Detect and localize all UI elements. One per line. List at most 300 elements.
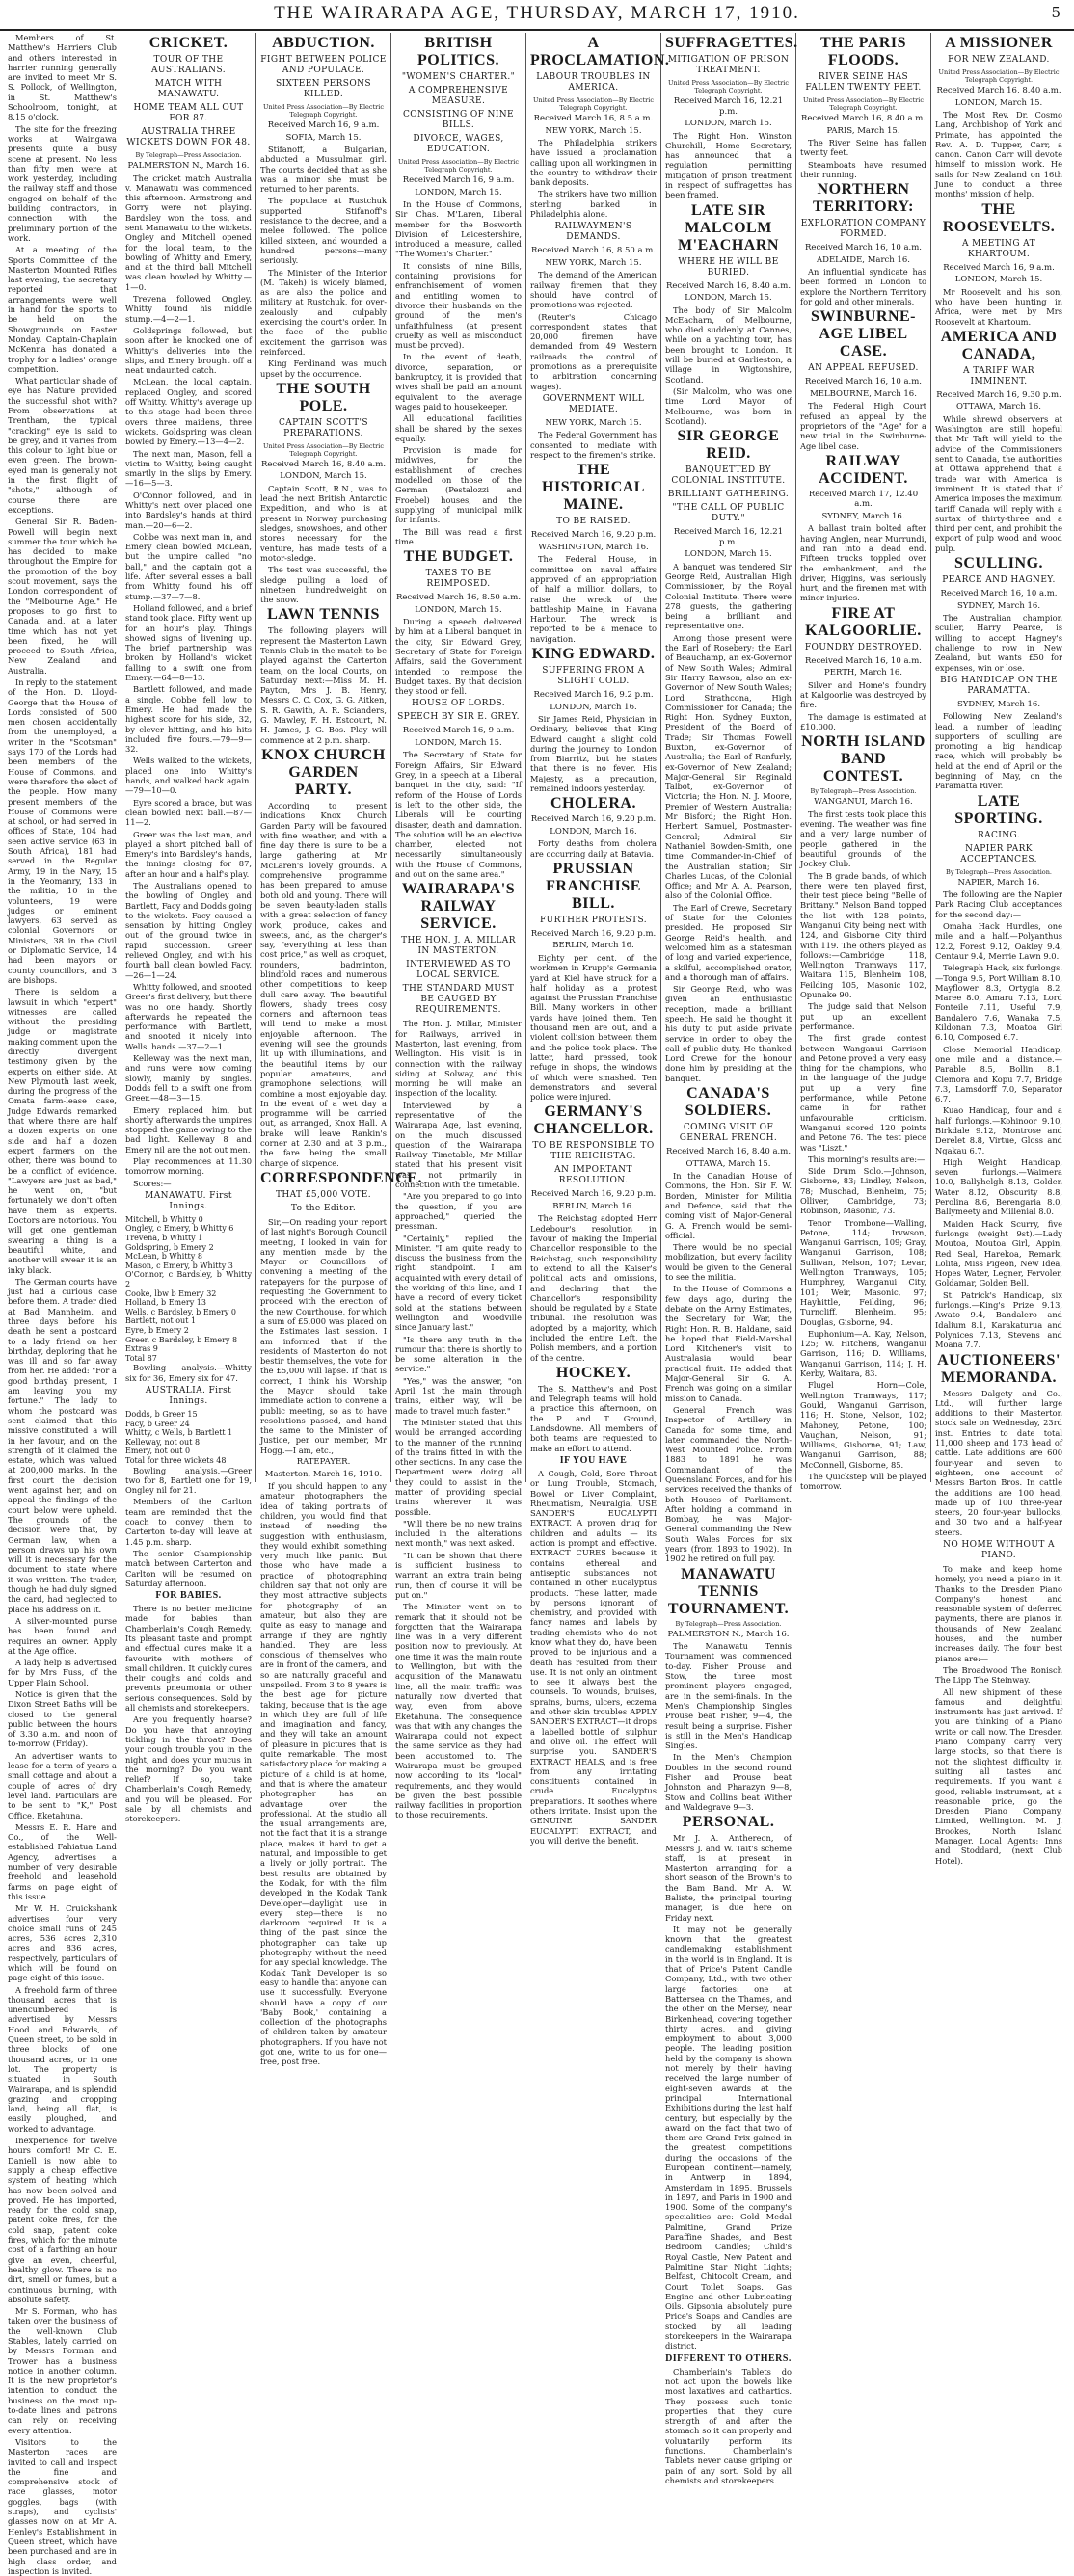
dateline: LONDON, March 15. <box>685 293 772 304</box>
paragraph: Sir George Reid, who was given an enthusiastic reception, made a brilliant speech. He said he thought it his duty to put aside private service in order to obey the call of public duty. He thanked Lord Crewe for the honour done him by presiding at the banquet. <box>665 984 792 1083</box>
dateline: LONDON, March 15. <box>415 737 502 748</box>
paragraph: The Minister went on to remark that it should not be forgotten that the Wairarapa line was in a very different position now to previously. At one time it was the main route to Wellington, but with the acquisition of the Manawatu line, all the main traffic was naturally now diverted that way, even from above Eketahuna. The consequence was that with any changes the Wairarapa could not expect the same service as they had been accustomed to. The Wairarapa must be grouped now according to its "local" requirements, and they would be given the best possible railway facilities in proportion to those requirements. <box>395 1602 522 1820</box>
dateline: OTTAWA, March 16. <box>956 402 1041 412</box>
dateline: Received March 16, 10 a.m. <box>940 589 1058 599</box>
dateline: LONDON, March 15. <box>954 275 1043 285</box>
paragraph: Inexperience for twelve hours comfort! Mr C. E. Daniell is now able to supply a cheap effective system of heating which has now been solved and proved. He has imported, ready for the cold snap, patent coke fires, for the cold snap, patent coke fires, which for the minute cost of a farthing an hour give an even, cheerful, healthy glow. There is no dirt, smell or fumes, but a continuous burning, with absolute safety. <box>8 2136 117 2304</box>
headline: AUCTIONEERS' MEMORANDA. <box>937 1351 1061 1386</box>
paragraph: An influential syndicate has been formed in London to explore the Northern Territory for gold and other minerals. <box>800 267 926 307</box>
paragraph: The Australian champion sculler, Harry Pearce, is willing to accept Hagney's challenge to row in New Zealand, but wants £50 for expenses, win or lose. <box>935 613 1062 673</box>
dateline: SYDNEY, March 16. <box>956 699 1041 709</box>
subheading: RAILWAYMEN'S DEMANDS. <box>554 222 632 243</box>
headline: DIFFERENT TO OTHERS. <box>665 2352 792 2364</box>
paragraph: Cobbe was next man in, and Emery clean bowled McLean, but the umpire called "no ball," and the captain got a life. After several esses a ball from Whitty found his off stump.—37—7—8. <box>125 531 252 601</box>
dateline: PERTH, March 16. <box>824 668 902 678</box>
column-6 <box>661 33 798 2485</box>
score-line: Extras 9 <box>125 1344 158 1354</box>
paragraph: In reply to the statement of the Hon. D. Lloyd-George that the House of Lords consisted of 500 men chosen accidentally from the unemployed, a writer in the "Scotsman" says 170 of the Lords had been members of the House of Commons, and were therefore the elect of the people. How many present members of the House of Commons were at school, or had served in offices of State, 104 had seen active service (63 in South Africa), 181 had served in the Regular Army, 19 in the Navy, 15 in the Yeomanry, 133 in the militia, 10 in the volunteers, 19 were judges or eminent lawyers, 63 served as colonial Governors or Ministers, 38 in the Civil or Diplomatic Service, 14 had been mayors or county councillors, and 3 are bishops. <box>8 677 117 985</box>
headline: SIR GEORGE REID. <box>677 428 780 463</box>
score-line: Kelleway, not out 8 <box>125 1437 201 1447</box>
dateline: Received March 16, 9.20 p.m. <box>530 1189 657 1200</box>
paragraph: Following New Zealand's lead, a number of leading supporters of sculling are promoting a big handicap race, which will probably be held at the end of April or the beginning of May, on the Paramatta River. <box>935 711 1062 791</box>
paragraph: High Weight Handicap, seven furlongs.—Waimera 10.0, Ballyhelgh 8.13, Golden Water 8.12, Obscurity 8.8, Perolina 8.6, Berengaria 8.0, Ballymeety and Millenial 8.0. <box>935 1156 1062 1217</box>
subheading: THAT £5,000 VOTE. <box>275 1189 372 1200</box>
paragraph: At a meeting of the Sports Committee of the Masterton Mounted Rifles last evening, the secretary reported that arrangements were well in hand for the sports to be held on the Showgrounds on Easter Monday. Captain-Chaplain McKenna has donated a trophy for a ladies' orange competition. <box>8 245 117 374</box>
dateline: NEW YORK, March 15. <box>545 125 642 136</box>
subheading: CAPTAIN SCOTT'S PREPARATIONS. <box>279 417 368 438</box>
dateline: Received March 16, 12.21 p.m. <box>673 527 784 547</box>
score-line: Total 87 <box>125 1353 157 1363</box>
subheading: SPEECH BY SIR E. GREY. <box>397 712 520 723</box>
headline: LATE SPORTING. <box>954 792 1043 827</box>
paragraph: The German courts have just had a curious case before them. A trader died at Bad Mannheim, and three days before his death he sent a postcard to a lady friend on her birthday, deploring that he was ill and so far away from her. He added: "For a good birthday present, I am leaving you my fortune." The lady to whom the postcard was sent claimed that this missive constituted a will in her favour, and on the strength of it claimed the estate, which was valued at 200,000 marks. In the first court the decision went against her, and on appeal the findings of the court below were upheld. The grounds of the decision were that, by German law, when a person draws up his own will it is necessary for the document to state where it was written. The trader, though he had duly signed the card, had neglected to place his address on it. <box>8 1276 117 1614</box>
paragraph: The populace at Rustchuk supported Stifanoff's resistance to the decree, and a melee followed. The police killed sixteen, and wounded a hundred persons—many seriously. <box>260 196 387 266</box>
paragraph: Whitty followed, and snooted Greer's first delivery, but there was no one handy. Shortly afterwards he repeated the performance with Bartlett, and snooted it nicely into Wells' hands.—37—2—1. <box>125 981 252 1051</box>
paragraph: "Is there any truth in the rumour that there is shortly to be some alteration in the service." <box>395 1334 522 1374</box>
paragraph: Steamboats have resumed their running. <box>800 159 926 179</box>
paragraph: The Most Rev. Dr. Cosmo Lang, Archbishop of York and Primate, has appointed the Rev. A. D. Tupper, Carr, a canon. Canon Carr will devote himself to mission work. He sails for New Zealand on 16th June to conduct a three months' mission of help. <box>935 110 1062 199</box>
subheading: PEARCE AND HAGNEY. <box>942 575 1056 586</box>
headline: NORTHERN TERRITORY: <box>813 181 914 216</box>
subheading: TOUR OF THE AUSTRALIANS. <box>151 55 226 75</box>
dateline: Received March 16, 10 a.m. <box>805 243 922 253</box>
dateline: Received March 16, 10 a.m. <box>805 377 922 387</box>
headline: GERMANY'S CHANCELLOR. <box>533 1103 654 1138</box>
paragraph: The demand of the American railway firemen that they should have control of promotions was rejected. <box>530 270 657 310</box>
dateline: NEW YORK, March 15. <box>545 417 642 428</box>
paragraph: During a speech delivered by him at a Liberal banquet in the city, Sir Edward Grey, Secretary of State for Foreign Affairs, said the Government intended to reimpose the Budget taxes. By that decision they stood or fell. <box>395 617 522 697</box>
wire-credit: United Press Association—By Electric Telegraph Copyright. <box>398 158 519 173</box>
paragraph: The following players will represent the Masterton Lawn Tennis Club in the match to be played against the Carterton team, on the local Courts, on Saturday next:—Miss M. H. Payton, Mrs J. B. Henry, Messrs C. C. Cox, G. G. Aitken, S. R. Gawith, A. R. Scianders, G. Mawley, F. H. Estcourt, N. H. James, J. G. Bos. Play will commence at 2 p.m. sharp. <box>260 625 387 745</box>
headline: CANADA'S SOLDIERS. <box>685 1085 772 1120</box>
subheading: MITIGATION OF PRISON TREATMENT. <box>667 55 790 75</box>
paragraph: The damage is estimated at £10,000. <box>800 711 926 731</box>
paragraph: Sir James Reid, Physician in Ordinary, believes that King Edward caught a slight cold during the journey to London from Biarritz, but he states that there is no fever. His Majesty, as a precaution, remained indoors yesterday. <box>530 714 657 794</box>
paragraph: The Minister of the Interior (M. Takeh) is widely blamed, as are also the police and military at Rustchuk, for over-zealously and culpably exercising the court's order. In the face of the public excitement the garrison was reinforced. <box>260 267 387 357</box>
paragraph: There would be no special mobilization, but every facility would be given to the General to see the militia. <box>665 1242 792 1283</box>
paragraph: Visitors to the Masterton races are invited to call and inspect the fine and comprehensive stock of race glasses, motor goggles, bags (with straps), and cyclists' glasses now on at Mr A. Henley's Establishment in Queen street, which have been purchased and are in high class order, and inspection is invited. <box>8 2436 117 2576</box>
dateline: Received March 16, 9.20 p.m. <box>530 814 657 825</box>
headline: THE SOUTH POLE. <box>276 380 371 414</box>
paragraph: If you should happen to any amateur photographers the idea of taking portraits of children, you would find that instead of needing the suggestion with enthusiasm, they would exhibit something very much like panic. But those who have made a practice of photographing children say that not only are they most attractive subjects for photography of an amateur, but also they are quite as easy to manage and arrange if they are rightly handled. They are less conscious of themselves who are in front of the camera, and so are naturally graceful and unspoiled. From 3 to 8 years is the best age for picture taking, because that is the age in which they are full of life and imagination and fancy, and they will take an amount of pleasure in pictures that is quite remarkable. The most satisfactory place for making a picture of a child is at home, and that is where the amateur photographer has an advantage over the professional. At the studio all the usual arrangements are, not the fact that it is a strange place, makes it hard to get a natural, and impossible to get a lively or jolly portrait. The best results are obtained by the Kodak, for with the film developed in the Kodak Tank Developer—daylight use in every step—there is no darkroom required. It is a thing of the past since the photographer can take up photography without the need for any special knowledge. The Kodak Tank Developer is so easy to handle that anyone can use it successfully. Everyone should have a copy of our 'Baby Book,' containing a collection of the photographs of children taken by amateur photographers. If you have not got one, write to us for one—free, post free. <box>260 1481 387 2067</box>
dateline: Received March 16, 8.50 a.m. <box>530 246 657 256</box>
score-line: Total for three wickets 48 <box>125 1455 227 1465</box>
dateline: MELBOURNE, March 16. <box>810 388 917 399</box>
paragraph: McLean, the local captain, replaced Ongley, and scored off Whitty. Whitty's average up to this stage had been three overs three maidens, three wickets. Goldspring was clean bowled by Emery.—13—4—2. <box>125 377 252 447</box>
paragraph: It consists of nine Bills, containing provisions for enfranchisement of women and entitling women to divorce their husbands on the ground of the men's unfaithfulness (at present cruelty as well as misconduct must be proved). <box>395 260 522 351</box>
score-line: O'Connor, c Bardsley, b Whitty 2 <box>125 1270 252 1289</box>
paragraph: A Cough, Cold, Sore Throat or Lung Trouble, Stomach, Bowel or Liver Complaint, Rheumatism, Neuralgia, USE SANDER'S EUCALYPTI EXTRACT. A proven drug for children and adults — its action is prompt and effective. EXTRACT CURES because it contains ethereal and antiseptic substances not contained in other Eucalyptus products. These latter, made by persons ignorant of chemistry, and provided with fancy names and labels by trading chemists who do not know what they do, have been proved to be injurious and a death has resulted from their use. It is not only an ointment to see it always best the counsels. To wounds, bruises, sprains, burns, ulcers, eczema and other skin troubles APPLY SANDER'S EXTRACT—it drops a labelled bottle of sulphur and olive oil. The effect will surprise you. SANDER'S EXTRACT HEALS, and is free from any irritating constituents contained in crude Eucalyptus preparations. It soothes where others irritate. Insist upon the GENUINE SANDER EUCALYPTI EXTRACT, and you will derive the benefit. <box>530 1468 657 1846</box>
subheading: THE STANDARD MUST BE GAUGED BY REQUIREMENTS. <box>402 984 515 1016</box>
paragraph: Tenor Trombone—Walling, Petone, 114; Irvwson, Wanganui Garrison, 109; Gray, Wanganui Garrison, 108; Sullivan, Nelson, 107; Levar, Wellington Tramways, 105; Humphrey, Wanganui City, 101; Weir, Masonic, 97; Hayhittle, Feilding, 96; Turncliff, Blenheim, 95; Douglas, Gisborne, 94. <box>800 1217 926 1327</box>
paragraph: The Broadwood The Ronisch The Lipp The Steinway. <box>935 1664 1062 1686</box>
subheading: FURTHER PROTESTS. <box>540 915 647 925</box>
paragraph: Bartlett followed, and made a single. Cobbe fell low to Emery. He had made the highest score for his side, 32, by clever hitting, and his hits included five fours.—79—9—32. <box>125 684 252 755</box>
paragraph: The Federal Government has consented to mediate with respect to the firemen's strike. <box>530 430 657 461</box>
subheading: COMING VISIT OF GENERAL FRENCH. <box>679 1123 778 1144</box>
headline: CORRESPONDENCE. <box>260 1169 422 1186</box>
score-line: Bartlett, not out 1 <box>125 1316 197 1326</box>
headline: A MISSIONER <box>945 35 1053 51</box>
score-line: Trevena, b Whitty 1 <box>125 1234 203 1243</box>
paragraph: O'Connor followed, and in Whitty's next over placed one into Bardsley's hands at third man.—20—6—2. <box>125 490 252 530</box>
score-line: Emery, not out 0 <box>125 1447 191 1456</box>
paragraph: Notice is given that the Dixon Street Baths will be closed to the general public between the hours of 3.30 a.m. and noon of to-morrow (Friday). <box>8 1688 117 1749</box>
headline: SUFFRAGETTES. <box>665 35 798 51</box>
dateline: PALMERSTON N., March 16. <box>127 161 250 171</box>
subheading: MATCH WITH MANAWATU. <box>154 79 223 99</box>
subheading: AN IMPORTANT RESOLUTION. <box>554 1165 632 1186</box>
paragraph: Scores:— <box>133 1178 172 1188</box>
subheading: RACING. <box>977 830 1021 840</box>
dateline: Received March 16, 9 a.m. <box>402 726 515 736</box>
paragraph: The Philadelphia strikers have issued a proclamation calling upon all workingmen in the country to withdraw their bank deposits. <box>530 138 657 188</box>
headline: CHOLERA. <box>550 795 636 812</box>
wire-credit: By Telegraph—Press Association. <box>675 1619 782 1628</box>
column-8 <box>931 33 1066 1866</box>
subheading: LABOUR TROUBLES IN AMERICA. <box>536 72 651 93</box>
paragraph: "Yes," was the answer, "on April 1st the main through trains, either way, will be made to travel much faster." <box>395 1375 522 1416</box>
paragraph: There is no better medicine made for babies than Chamberlain's Cough Remedy. Its pleasant taste and prompt and effectual cures make it a favourite with mothers of small children. It quickly cures their coughs and colds and prevents pneumonia or other serious consequences. Sold by all chemists and storekeepers. <box>125 1604 252 1713</box>
paragraph: According to present indications Knox Church Garden Party will be favoured with fine weather, and with a fine day there is sure to be a large gathering at Mr McLaren's lovely grounds. A comprehensive programme has been prepared to amuse both old and young. There will be seven beauty-laden stalls with a great selection of fancy work, produce, cakes and sweets, and, as the charger's say, "everything at less than cost price," as well as croquet, rounders, badminton, blindfold races and numerous other competitions to keep dull care away. The beautiful flowers, shady trees cosy corners and afternoon teas will tend to make a most enjoyable afternoon. The evening will see the grounds lit up with illuminations, and the beautiful items by our popular amateurs, and gramophone selections, will combine a most enjoyable day. In the event of a wet day a programme will be carried out, as arranged, Knox Hall. A brake will leave Rankin's corner at 2.30 and at 3 p.m., the fare being the small charge of sixpence. <box>260 800 387 1168</box>
dateline: SYDNEY, March 16. <box>821 511 905 521</box>
paragraph: "Are you prepared to go into the question, if you are approached," queried the pressman. <box>395 1191 522 1232</box>
dateline: LONDON, March 15. <box>415 604 502 615</box>
subheading: HOME TEAM ALL OUT FOR 87. <box>133 103 244 123</box>
paragraph: It may not be generally known that the greatest candlemaking establishment in the world is in England. It is that of Price's Patent Candle Company, Ltd., with two other large factories: one at Battersea on the Thames, and the other on the Mersey, near Birkenhead, covering together thirty acres, and giving employment to about 3,000 people. The leading position held by the company is shown not merely by their having received the large number of eight-seven awards at the principal International Exhibitions during the last half century, but especially by the award on the fact that two of them are Grand Prix gained in the greatest competitions during the occasions of the European continent—namely, in Antwerp in 1894, Amsterdam in 1895, Brussels in 1897, and Paris in 1900 and 1900. Some of the company's specialities are: Gold Medal Palmitine, Grand Prize Paraffine Shades, and Best Bedroom Candles; Child's Royal Castle, New Patent and Palmitine Star Night Lights; Belfast, Chitocolt Cream, and Court Toilet Soaps. Gas Engine and other Lubricating Oils. Gipsonia absolutely pure Price's Soaps and Candles are stocked by all leading storekeepers in the Wairarapa district. <box>665 1924 792 2351</box>
dateline: WANGANUI, March 16. <box>814 797 913 808</box>
headline: PRUSSIAN FRANCHISE BILL. <box>546 860 641 912</box>
paragraph: Mr S. Forman, who has taken over the business of the well-known Club Stables, lately carried on by Messrs Forman and Trower has a business notice in another column. It is the new proprietor's intention to conduct the business on the most up-to-date lines and patrons can rely on receiving every attention. <box>8 2306 117 2435</box>
paragraph: A banquet was tendered Sir George Reid, Australian High Commissioner, by the Royal Colonial Institute. There were 278 guests, the gathering being a brilliant and representative one. <box>665 561 792 631</box>
paragraph: Forty deaths from cholera are occurring daily at Batavia. <box>530 838 657 859</box>
dateline: NEW YORK, March 15. <box>545 257 642 268</box>
paragraph: To make and keep home homely, you need a piano in it. Thanks to the Dresden Piano Company's honest and reasonable system of deferred payments, there are pianos in thousands of New Zealand houses, and the number increases daily. The four best pianos are:— <box>935 1563 1062 1663</box>
dateline: LONDON, March 16. <box>550 702 637 712</box>
headline: FIRE AT KALGOORLIE. <box>805 604 922 639</box>
subheading: RIVER SEINE HAS FALLEN TWENTY FEET. <box>805 72 922 93</box>
dateline: ADELAIDE, March 16. <box>816 254 910 265</box>
dateline: LONDON, March 15. <box>280 471 367 482</box>
dateline: NAPIER, March 16. <box>957 877 1040 888</box>
column-2 <box>121 33 256 1824</box>
headline: LAWN TENNIS <box>267 606 380 624</box>
score-line: Cooke, lbw b Emery 32 <box>125 1288 217 1298</box>
paragraph: "Will there be no new trains included in the alterations next month," was next asked. <box>395 1518 522 1549</box>
headline: ABDUCTION. <box>272 35 375 51</box>
dateline: OTTAWA, March 15. <box>685 1158 771 1169</box>
headline: CRICKET. <box>148 35 228 51</box>
score-line: Whitty, c Wells, b Bartlett 1 <box>125 1428 233 1438</box>
paragraph: Messrs E. R. Hare and Co., of the Well-established Fahiatua Land Agency, advertises a number of very desirable freehold and leasehold farms on page eight of this issue. <box>8 1821 117 1901</box>
subheading: AUSTRALIA. First Innings. <box>145 1385 232 1406</box>
wire-credit: United Press Association—By Electric Telegraph Copyright. <box>263 103 384 119</box>
paragraph: Trevena followed Ongley. Whitty found his middle stump.—4—2—1. <box>125 294 252 324</box>
paragraph: Greer was the last man, and played a short pitched ball of Emery's into Bardsley's hands, the innings closing for 87, after an hour and a half's play. <box>125 829 252 879</box>
masthead <box>0 0 1074 31</box>
headline: MANAWATU TENNIS TOURNAMENT. <box>667 1565 790 1617</box>
headline: THE BUDGET. <box>403 548 514 566</box>
dateline: Received March 16, 9 a.m. <box>943 262 1055 273</box>
paragraph: Chamberlain's Tablets do not act upon the bowels like most laxatives and cathartics. They possess such tonic properties that they cure strength of and after the stomach so it can properly and voluntarily perform its functions. Chamberlain's Tablets never cause griping or pain of any sort. Sold by all chemists and storekeepers. <box>665 2366 792 2485</box>
dateline: Masterton, March 16, 1910. <box>264 1469 383 1479</box>
dateline: PARIS, March 15. <box>826 125 900 136</box>
wire-credit: United Press Association—By Electric Telegraph Copyright. <box>938 68 1060 84</box>
dateline: Received March 16, 8.40 a.m. <box>665 280 792 291</box>
dateline: LONDON, March 15. <box>415 187 502 198</box>
wire-credit: United Press Association—By Electric Telegraph Copyright. <box>668 79 789 94</box>
paragraph: A lady help is advertised for by Mrs Fuss, of the Upper Plain School. <box>8 1658 117 1687</box>
dateline: Received March 16, 12.21 p.m. <box>673 96 784 117</box>
dateline: Received March 16, 9.2 p.m. <box>533 690 654 700</box>
paragraph: St. Patrick's Handicap, six furlongs.—King's Prize 9.13, Awato 9.4, Bandalero and Idalium 8.1, Karakaturua and Polynices 7.13, Stevens and Moana 7.7. <box>935 1289 1062 1350</box>
paragraph: Bowling analysis.—Whitty six for 36, Emery six for 47. <box>125 1363 252 1383</box>
paragraph: Bowling analysis.—Greer two for 8, Bartlett one for 19, Ongley nil for 21. <box>125 1465 252 1496</box>
paragraph: Eyre scored a brace, but was clean bowled next ball.—87—11—2. <box>125 797 252 828</box>
dateline: WASHINGTON, March 16. <box>538 542 649 552</box>
paragraph: Close Memorial Handicap, one mile and a distance.—Parable 8.5, Bollin 8.1, Clemora and Kopu 7.7, Bridge 7.3, Lamsdorff 7.0, Separator 6.7. <box>935 1044 1062 1104</box>
dateline: Received March 16, 9 a.m. <box>267 120 380 130</box>
column-1 <box>4 33 121 2576</box>
paragraph: Members of the Carlton team are reminded that the coach to convey them to Carterton to-day will leave at 1.45 p.m. sharp. <box>125 1497 252 1547</box>
paragraph: General Sir R. Baden-Powell will begin next summer the tour which he has decided to make throughout the Empire for the promotion of the boy scout movement, says the London correspondent of the "Melbourne Age." He proposes to go first to Canada, and, at a later time which has not yet been fixed, he will proceed to South Africa, New Zealand and Australia. <box>8 517 117 676</box>
paragraph: Euphonium—A. Kay, Nelson, 125; W. Hitchens, Wanganui Garrison, 116; D. Williams, Wanganui Garrison, 114; J. H. Kerby, Waitara, 83. <box>800 1328 926 1379</box>
dateline: Received March 16, 9 a.m. <box>402 175 515 185</box>
score-line: Ongley, c Emery, b Whitty 6 <box>125 1224 234 1234</box>
paragraph: King Ferdinand was much upset by the occurrence. <box>260 359 387 379</box>
paragraph: The Manawatu Tennis Tournament was commenced to-day. Fisher Prouse and Stow, the three most prominent players engaged, are in the semi-finals. In the Men's Championship Singles Prouse beat Fisher, 9—4, the result being a surprise. Fisher is still in the Men's Handicap Singles. <box>665 1641 792 1751</box>
paragraph: The strikers have two million sterling banked in Philadelphia alone. <box>530 189 657 220</box>
dateline: Received March 16, 9.30 p.m. <box>936 389 1061 400</box>
page-number: 5 <box>1051 4 1061 21</box>
wire-credit: United Press Association—By Electric Telegraph Copyright. <box>803 96 924 112</box>
subheading: SUFFERING FROM A SLIGHT COLD. <box>542 666 645 686</box>
paragraph: Maiden Hack Scurry, five furlongs (weight 9st).—Lady Moutoa, Moutoa Girl, Appin, Red Seal, Harekoa, Remark, Lolita, Miss Pigeon, New Idea, Hopes Water, Legner, Fervoler, Goldamar, Golden Bell. <box>935 1218 1062 1288</box>
paragraph: Goldsprings followed, but soon after he knocked one of Whitty's deliveries into the slips, and Emery brought off a neat undaunted catch. <box>125 325 252 376</box>
headline: HOCKEY. <box>555 1364 631 1381</box>
headline: SCULLING. <box>953 555 1044 572</box>
headline: RAILWAY ACCIDENT. <box>819 452 908 487</box>
dateline: Received March 16, 8.40 a.m. <box>260 459 387 469</box>
subheading: FIGHT BETWEEN POLICE AND POPULACE. <box>260 55 387 75</box>
paragraph: The Australians opened to the bowling of Ongley and Bartlett, Facy and Dodds going to the wickets. Facy caused a sensation by hitting Ongley out of the ground twice in rapid succession. Greer relieved Ongley, and with his fourth ball clean bowled Facy.—26—1—24. <box>125 880 252 980</box>
paragraph: Kuao Handicap, four and a half furlongs.—Kohinoor 9.10, Birkdale 9.12, Montrose and Derelet 8.8, Virtue, Gloss and Ngakau 6.7. <box>935 1105 1062 1155</box>
masthead-title: THE WAIRARAPA AGE, THURSDAY, MARCH 17, 1910. <box>274 3 800 23</box>
paragraph: The Earl of Crewe, Secretary of State for the Colonies presided. He proposed Sir George Reid's health, and welcomed him as a statesman of long and varied experience, a skilful, accomplished orator, and a thorough man of affairs. <box>665 902 792 982</box>
paragraph: The Right Hon. Winston Churchill, Home Secretary, has announced that a regulation permitting mitigation of prison treatment in respect of suffragettes has been framed. <box>665 130 792 200</box>
dateline: Received March 16, 8.50 a.m. <box>395 593 522 603</box>
dateline: SYDNEY, March 16. <box>956 600 1041 611</box>
subheading: CONSISTING OF NINE BILLS. <box>402 110 515 130</box>
dateline: PALMERSTON N., March 16. <box>667 1629 790 1639</box>
paragraph: The next man, Mason, fell a victim to Whitty, being caught smartly in the slips by Emery.—16—5—3. <box>125 448 252 489</box>
headline: THE HISTORICAL MAINE. <box>542 462 645 514</box>
headline: PERSONAL. <box>682 1814 775 1831</box>
paragraph: The Minister stated that this would be arranged according to the manner of the running of the trains fitted in with the other sections. In any case the Department were doing all they could to assist in the matter of providing special trains wherever it was possible. <box>395 1417 522 1517</box>
dateline: Received March 16, 8.5 a.m. <box>533 114 654 123</box>
paragraph: The first grade contest between Wanganui Garrison and Petone proved a very easy thing for the champions, who in the language of the judge put up a very fine performance, while Petone came in for rather unfavourable criticism. Wanganui scored 120 points and Petone 76. The test piece was "Liszt." <box>800 1033 926 1153</box>
paragraph: Kelleway was the next man, and runs were now coming slowly, mainly by singles. Dodds fell to a swift one from Greer.—48—3—15. <box>125 1053 252 1103</box>
headline: IF YOU HAVE <box>559 1454 628 1466</box>
score-line: Wells, c Bardsley, b Emery 0 <box>125 1307 236 1316</box>
paragraph: What particular shade of eye has Nature provided the successful shot with? From observations at Trentham, the typical "cracking" eye is said to be grey, and it varies from this colour to light blue or even green. The brown-eyed man is generally not in the first flight of "shots," although of course there are exceptions. <box>8 376 117 515</box>
score-line: Mason, c Emery, b Whitty 3 <box>125 1261 233 1270</box>
paragraph: "Certainly," replied the Minister. "I am quite ready to discuss the business from the right standpoint. I am acquainted with every detail of the working of this line, and I have a record of every ticket sold at the stations between Wellington and Woodville since January last." <box>395 1233 522 1333</box>
score-line: Eyre, b Emery 2 <box>125 1326 189 1336</box>
dateline: Received March 16, 9.20 p.m. <box>530 928 657 939</box>
column-5 <box>526 33 670 1846</box>
paragraph: All new shipment of these famous and delightful instruments has just arrived. If you are thinking of a Piano write or call now. The Dresden Piano Company carry very large stocks, so that there is not the slightest difficulty in suiting all tastes and requirements. If you want a good, reliable instrument, at a reasonable price, go the Dresden Piano Company, Limited, Wellington. M. J. Brookes, North Island Manager. Local Agents: Inns and Stoddard, (next Club Hotel). <box>935 1686 1062 1866</box>
dateline: Received March 16, 8.40 a.m. <box>800 114 926 123</box>
subheading: NO HOME WITHOUT A PIANO. <box>943 1539 1055 1560</box>
dateline: LONDON, March 15. <box>685 119 772 128</box>
dateline: LONDON, March 15. <box>954 97 1043 108</box>
paragraph: A ballast train bolted after having Anglen, near Murrundi, and ran into a dead end. Fifteen trucks toppled over the embankment, and the driver, Higgins, was seriously hurt, and the firemen met with minor injuries. <box>800 523 926 603</box>
dateline: RATEPAYER. <box>296 1457 351 1468</box>
paragraph: The cricket match Australia v. Manawatu was commenced this afternoon. Armstrong and Gorry were not playing. Bardsley won the toss, and sent Manawatu to the wickets. Ongley and Mitchell opened for the local team, to the bowling of Whitty and Emery, and at the third ball Mitchell was clean bowled by Whitty.—1—0. <box>125 173 252 292</box>
paragraph: The S. Matthew's and Post and Telegraph teams will hold a practice this afternoon, on the P. and T. Ground, Landsdowne. All members of both teams are requested to make an effort to attend. <box>530 1383 657 1453</box>
paragraph: The site for the freezing works at Waingawa presents quite a busy scene at present. No less than fifty men were at work yesterday, including the railway staff and those engaged on behalf of the building contractors, in connection with the preliminary portion of the work. <box>8 123 117 243</box>
paragraph: The senior Championship match between Carterton and Carlton will be resumed on Saturday afternoon. <box>125 1548 252 1588</box>
paragraph: The judge said that Nelson put up an excellent performance. <box>800 1001 926 1031</box>
score-line: Greer, c Bardsley, b Emery 8 <box>125 1335 238 1344</box>
subheading: TO BE RESPONSIBLE TO THE REICHSTAG. <box>532 1141 655 1162</box>
headline: KING EDWARD. <box>531 646 656 662</box>
headline: THE ROOSEVELTS. <box>942 200 1056 235</box>
paragraph: The Reichstag adopted Herr Ledebour's resolution in favour of making the Imperial Chancellor responsible to the Reichstag, such responsibility to extend to all the Kaiser's political acts and omissions, and declaring that the Chancellor's responsibility should be regulated by a State tribunal. The resolution was adopted by a majority, which included the entire Left, the Polish members, and a portion of the centre. <box>530 1213 657 1363</box>
subheading: GOVERNMENT WILL MEDIATE. <box>542 393 645 414</box>
paragraph: Flugel Horn—Cole, Wellington Tramways, 117; Gould, Wanganui Garrison, 116; H. Stone, Nelson, 102; Mahoney, Petone, 100; Vaughan, Nelson, 91; Williams, Gisborne, 91; Law, Wanganui Garrison, 88; McConnell, Gisborne, 85. <box>800 1380 926 1470</box>
paragraph: "It can be shown that there is sufficient business to warrant an extra train being run, then of course it will be put on." <box>395 1550 522 1600</box>
headline: WAIRARAPA'S RAILWAY SERVICE. <box>401 881 516 933</box>
paragraph: Interviewed by a representative of the Wairarapa Age, last evening, on the much discussed question of the Wairarapa Railway Timetable, Mr Millar stated that his present visit was not primarily in connection with the timetable. <box>395 1100 522 1190</box>
paragraph: In the House of Commons, Sir Chas. M'Laren, Liberal member for the Bosworth Division of Leicestershire, introduced a measure, called "The Women's Charter." <box>395 199 522 259</box>
dateline: LONDON, March 16. <box>550 826 637 837</box>
subheading: INTERVIEWED AS TO LOCAL SERVICE. <box>406 960 511 981</box>
paragraph: Mr J. A. Anthereon, of Messrs J. and W. Tait's scheme staff, is at present in Masterton arranging for a short season of the Brown's to the Bam Band. Mr A. W. Baliste, the principal touring manager, is due here on Friday next. <box>665 1833 792 1923</box>
subheading: TO BE RAISED. <box>556 517 631 527</box>
subheading: A MEETING AT KHARTOUM. <box>961 238 1035 259</box>
paragraph: Mr Roosevelt and his son, who have been hunting in Africa, were met by Mrs Roosevelt at Khartoum. <box>935 286 1062 327</box>
column-4 <box>391 33 526 1820</box>
headline: THE PARIS FLOODS. <box>819 35 907 68</box>
subheading: EXPLORATION COMPANY FORMED. <box>800 219 926 240</box>
paragraph: Telegraph Hack, six furlongs.—Tonga 9.5, Port William 8.10, Mayflower 8.3, Ortygia 8.2, Maree 8.0, Amaru 7.13, Lord Fonteile 7.11, Useful 7.9, Bandalero 7.6, Wanaka 7.5, Kildonan 7.3, Moatoa Girl 6.10, Composed 6.7. <box>935 963 1062 1043</box>
paragraph: In the Canadian House of Commons, the Hon. Sir F. W. Borden, Minister for Militia and Defence, said that the coming visit of Major-General G. A. French would be semi-official. <box>665 1171 792 1240</box>
dateline: Received March 16, 10 a.m. <box>805 655 922 666</box>
wire-credit: United Press Association—By Electric Telegraph Copyright. <box>533 96 654 112</box>
paragraph: A silver-mounted purse has been found and requires an owner. Apply at the Age office. <box>8 1615 117 1656</box>
paragraph: In the event of death, divorce, separation, or bankruptcy, it is provided that wives shall be paid an amount equivalent to the average wages paid to housekeeper. <box>395 352 522 412</box>
score-line: Goldspring, b Emery 2 <box>125 1242 214 1252</box>
subheading: HOUSE OF LORDS. <box>412 699 505 709</box>
subheading: FOUNDRY DESTROYED. <box>804 642 923 652</box>
headline: SWINBURNE-AGE LIBEL CASE. <box>810 308 916 360</box>
paragraph: The body of Sir Malcolm McEacharn, of Melbourne, who died suddenly at Cannes, while on a yachting tour, has been brought to London. It will be buried at Garlieston, a village in Wigtonshire, Scotland. <box>665 305 792 385</box>
subheading: TAXES TO BE REIMPOSED. <box>425 569 492 590</box>
headline: BRITISH POLITICS. <box>417 35 499 68</box>
wire-credit: By Telegraph—Press Association. <box>946 867 1052 876</box>
paragraph: Holland followed, and a brief stand took place. Fifty went up for an hour's play. Things showed signs of livening up. The brief partnership was broken by Holland's wicket falling to a swift one from Emery.—64—8—13. <box>125 602 252 683</box>
column-3 <box>256 33 422 2067</box>
paragraph: Stifanoff, a Bulgarian, abducted a Mussulman girl. The courts decided that as she was a minor she must be returned to her parents. <box>260 145 387 195</box>
subheading: AN APPEAL REFUSED. <box>808 363 919 374</box>
paragraph: Omaha Hack Hurdles, one mile and a half.—Polyanthus 12.2, Forest 9.12, Oakley 9.4, Centaur 9.4, Merrie Lawn 9.0. <box>935 921 1062 961</box>
paragraph: In the Men's Champion Doubles in the second round Fisher and Prouse beat Johnston and Pharazyn 9—8, Stow and Collins beat Wither and Waldegrave 9—3. <box>665 1752 792 1812</box>
paragraph: Side Drum Solo.—Johnson, Gisborne, 83; Lindley, Nelson, 78; Muschad, Blenheim, 75; Olliver, Cambridge, 73; Robinson, Masonic, 73. <box>800 1166 926 1216</box>
paragraph: Are you frequently hoarse? Do you have that annoying tickling in the throat? Does your cough trouble you in the night, and does your mucus in the morning? Do you want relief? If so, take Chamberlain's Cough Remedy, and you will be pleased. For sale by all chemists and storekeepers. <box>125 1714 252 1824</box>
paragraph: Emery replaced him, but shortly afterwards the umpires stopped the game owing to the bad light. Kelleway 8 and Emery nil are the not out men. <box>125 1104 252 1155</box>
paragraph: This morning's results are:— <box>808 1154 926 1164</box>
subheading: "THE CALL OF PUBLIC DUTY." <box>672 503 785 524</box>
paragraph: Sir,—On reading your report of last night's Borough Council meeting, I looked in vain for any mention made by the Mayor or Councillors of convening a meeting of the ratepayers for the purpose of requesting the Government to proceed with the erection of the new Courthouse, for which a sum of £5,000 was placed on the Estimates last session. I am informed that if the residents of Masterton do not bestir themselves, the vote for the £5,000 will lapse. If that is correct, I think his Worship the Mayor should take immediate action to convene a public meeting, so as to have resolutions passed, and hand the same to the Minister of Justice, per our member, Mr Hogg.—I am, etc., <box>260 1216 387 1455</box>
paragraph: Eighty per cent. of the workmen in Krupp's Germania yard at Kiel have struck for a half holiday as a protest against the Prussian Franchise Bill. Many workers in other yards have joined them. Ten thousand men are out, and a violent collision between them and the police took place. The latter, hard pressed, took refuge in shops, the windows of which were smashed. Ten demonstrators and several police were injured. <box>530 952 657 1102</box>
headline: KNOX CHURCH GARDEN PARTY. <box>261 746 386 798</box>
paragraph: While shrewd observers at Washington are still hopeful that Mr Taft will yield to the advice of the Commissioners sent to Canada, the authorities at Ottawa apprehend that a trade war with America is imminent. It is stated that if America imposes the maximum tariff Canada will reply with a surtax of thirty-three and a third per cent, and prohibit the export of pulp wood and wood pulp. <box>935 413 1062 553</box>
column-7 <box>796 33 931 1492</box>
subheading: THE HON. J. A. MILLAR IN MASTERTON. <box>401 936 516 957</box>
dateline: Received March 16, 8.40 a.m. <box>936 86 1061 95</box>
paragraph: The Bill was read a first time. <box>395 526 522 546</box>
wire-credit: United Press Association—By Electric Telegraph Copyright. <box>263 441 384 458</box>
paragraph: There is seldom a lawsuit in which "expert" witnesses are called without the presiding judge or magistrate making comment upon the directly divergent testimony given by the experts on either side. At New Plymouth last week, during the progress of the Omata farm-lease case, Judge Edwards remarked that where there are half a dozen experts on one side and half a dozen expert farmers on the other, there was bound to be a conflict of evidence. "Lawyers are just as bad," he went on, "but fortunately we don't often have them as experts. Doctors are notorious. You will get one gentleman swearing a thing is a beautiful white, and another will swear it is an inky black. <box>8 987 117 1275</box>
subheading: AUSTRALIA THREE WICKETS DOWN FOR 48. <box>126 127 251 147</box>
paragraph: General French was Inspector of Artillery in Canada for some time, and later commanded the North-West Mounted Police. From 1883 to 1891 he was Commandant of the Queensland Forces, and for his services received the thanks of both Houses of Parliament. After holding a command in Bombay, he was Major-General commanding the New South Wales Forces for six years (from 1893 to 1902). In 1902 he retired on full pay. <box>665 1404 792 1564</box>
headline: AMERICA AND CANADA, <box>940 328 1058 362</box>
paragraph: The following are the Napier Park Racing Club acceptances for the second day:— <box>935 890 1062 919</box>
paragraph: (Reuter's Chicago correspondent states that 20,000 firemen have demanded from 49 Western railroads the control of promotions as a prerequisite to arbitration concerning wages). <box>530 311 657 391</box>
paragraph: The Quickstep will be played tomorrow. <box>800 1472 926 1492</box>
subheading: A COMPREHENSIVE MEASURE. <box>408 86 509 106</box>
wire-credit: By Telegraph—Press Association. <box>810 787 917 796</box>
paragraph: A freehold farm of three thousand acres that is unencumbered is advertised by Messrs Hood and Edwards, of Queen street, to be sold in three blocks of one thousand acres, or in one lot. The property is situated in South Wairarapa, and is splendid grazing and cropping land, being all flat, is easily ploughed, and worked to advantage. <box>8 1984 117 2134</box>
subheading: SIXTEEN PERSONS KILLED. <box>276 79 371 99</box>
paragraph: Captain Scott, R.N., was to lead the next British Antarctic Expedition, and who is at present in Norway purchasing sledges, snowshoes, and other stores necessary for the venture, has made tests of a motor-sledge. <box>260 483 387 563</box>
paragraph: The test was successful, the sledge pulling a load of nineteen hundredweight on the snow. <box>260 565 387 605</box>
paragraph: All educational facilities shall be shared by the sexes equally. <box>395 413 522 443</box>
paragraph: Among those present were the Earl of Rosebery; the Earl of Beauchamp, an ex-Governor of New South Wales; Admiral Sir Harry Rawson, also an ex-Governor of New South Wales; Lord Strathcona, High Commissioner for Canada; the Right Hon. Sydney Buxton, President of the Board of Trade; Sir Thomas Fowell Buxton, ex-Governor of Australia; the Earl of Ranfurly, ex-Governor of New Zealand; Major-General Sir Reginald Talbot, ex-Governor of Victoria; the Hon. N. J. Moore, Premier of Western Australia; Mr Bisford; the Right Hon. Herbert Samuel, Postmaster-General; Admiral Sir Nathaniel Bowden-Smith, one time Commander-in-Chief of the Australian station; Sir Charles Lucas, of the Colonial Office; and Mr A. A. Pearson, also of the Colonial Office. <box>665 632 792 901</box>
columns <box>4 33 1070 2576</box>
dateline: Received March 17, 12.40 a.m. <box>808 489 919 510</box>
score-line: Mitchell, b Whitty 0 <box>125 1214 203 1224</box>
paragraph: Messrs Dalgety and Co., Ltd., will further large additions to their Masterton stock sale on Wednesday, 23rd inst. Entries to date total 11,000 sheep and 173 head of cattle. Late additions are 600 four-year and seven to eighteen, one account of Messrs Barton Bros. In cattle the additions are 100 head, made up of 100 three-year steers, 20 four-year bullocks, and 30 two and a half-year steers. <box>935 1388 1062 1537</box>
paragraph: The River Seine has fallen twenty feet. <box>800 138 926 158</box>
paragraph: The Federal High Court refused an appeal by the proprietors of the "Age" for a new trial in the Swinburne-Age libel case. <box>800 401 926 451</box>
subheading: BRILLIANT GATHERING. <box>667 490 790 500</box>
score-line: Holland, b Emery 13 <box>125 1298 206 1308</box>
subheading: BANQUETTED BY COLONIAL INSTITUTE. <box>671 465 786 487</box>
paragraph: Provision is made for midwives, for the establishment of creches modelled on those of the German (Pestalozzi and Froebel) houses, and the supplying of municipal milk for infants. <box>395 445 522 525</box>
paragraph: Play recommences at 11.30 tomorrow morning. <box>125 1156 252 1177</box>
subheading: BIG HANDICAP ON THE PARAMATTA. <box>940 675 1058 696</box>
headline: A PROCLAMATION. <box>530 35 670 68</box>
headline: NORTH ISLAND BAND CONTEST. <box>801 733 926 785</box>
paragraph: Wells walked to the wickets, placed one into Whitty's hands, and walked back again.—79—10—0. <box>125 756 252 796</box>
paragraph: The first tests took place this evening. The weather was fine and a very large number of people gathered in the beautiful grounds of the Jockey Club. <box>800 809 926 869</box>
paragraph: The Hon. J. Millar, Minister for Railways, arrived in Masterton, last evening, from Wellington. His visit is in connection with the railway siding at Solway, and this morning he will make an inspection of the locality. <box>395 1019 522 1099</box>
subheading: WHERE HE WILL BE BURIED. <box>678 256 779 278</box>
paragraph: The Secretary of State for Foreign Affairs, Sir Edward Grey, in a speech at a Liberal banquet in the city, said: "If reform of the House of Lords is left to the other side, the Liberals will be courting disaster, death and damnation. The solution will be an elective chamber, elected not necessarily simultaneously with the House of Commons, and out on the same area." <box>395 750 522 880</box>
paragraph: An advertiser wants to lease for a term of years a small cottage and about a couple of acres of dry level land. Particulars are to be sent to "K," Post Office, Eketahuna. <box>8 1750 117 1820</box>
wire-credit: By Telegraph—Press Association. <box>135 151 242 159</box>
dateline: BERLIN, March 16. <box>552 941 634 951</box>
headline: LATE SIR MALCOLM M'EACHARN <box>678 201 779 253</box>
paragraph: The Federal House, in committee on naval affairs approved of an appropriation of half a million dollars, to raise the wreck of the battleship Maine, in Havana Harbour. The wreck is reported to be a menace to navigation. <box>530 554 657 644</box>
subheading: NAPIER PARK ACCEPTANCES. <box>960 843 1037 864</box>
paragraph: The B grade bands, of which there were ten played first, their test piece being "Belle of Brittany." Nelson Band topped the list with 128 points, Wanganui City being next with 124, and Gisborne City third with 119. The others played as follows:—Cambridge 118, Wellington Tramways 117, Waitara 115, Blenheim 108, Feilding 105, Masonic 102, Opunake 90. <box>800 870 926 1000</box>
dateline: BERLIN, March 16. <box>552 1201 634 1211</box>
subheading: FOR NEW ZEALAND. <box>948 55 1050 65</box>
